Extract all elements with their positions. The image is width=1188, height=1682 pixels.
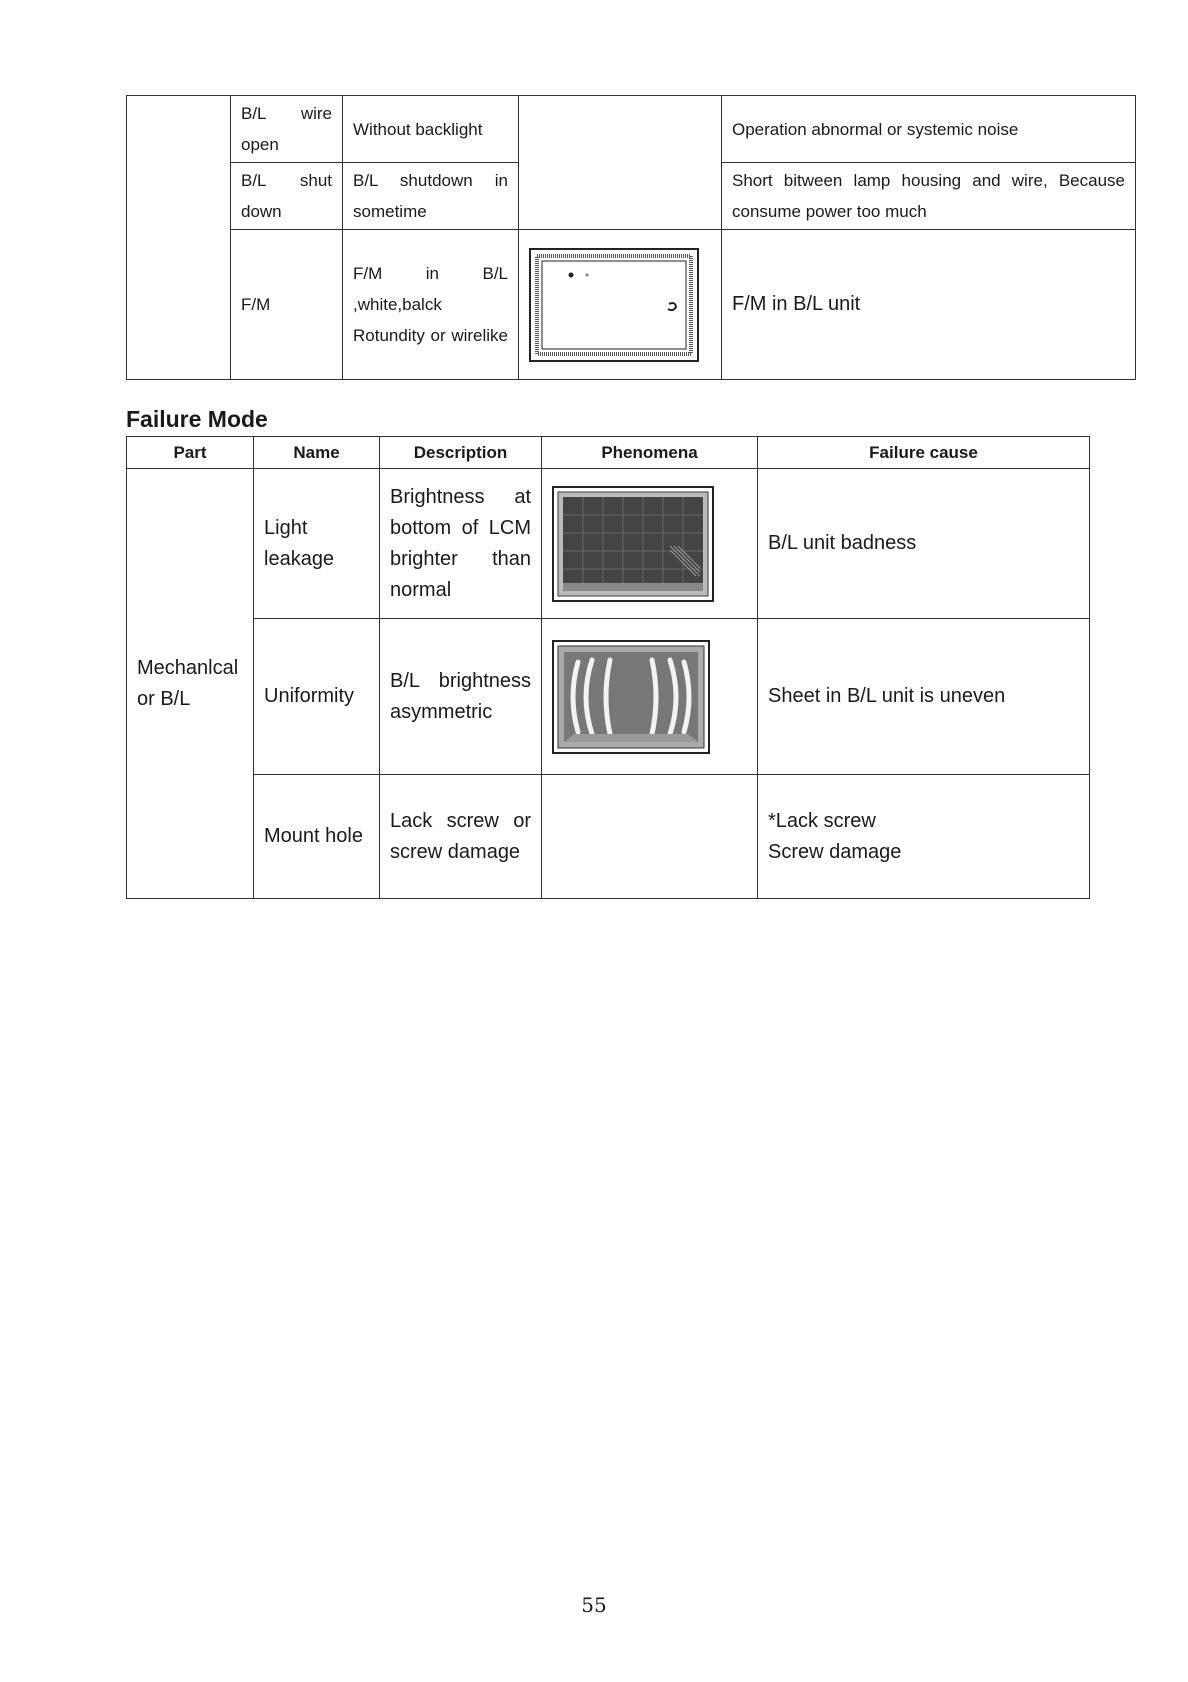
failure-description: Lack screw or screw damage <box>380 775 542 899</box>
failure-mode-table <box>126 436 1090 899</box>
failure-cause: Short bitween lamp housing and wire, Because consume power too much <box>722 163 1136 230</box>
failure-cause <box>758 775 1090 899</box>
header-part: Part <box>127 437 254 469</box>
phenomena-cell-empty <box>542 775 758 899</box>
part-cell-empty <box>127 96 231 380</box>
backlight-failure-table <box>126 95 1136 380</box>
table-row <box>127 775 1090 899</box>
table-row <box>127 96 1136 163</box>
failure-cause-line: Screw damage <box>768 840 902 863</box>
table-row <box>127 230 1136 380</box>
failure-description: B/L shutdown in sometime <box>343 163 519 230</box>
failure-name: Light leakage <box>254 469 380 619</box>
failure-description: Brightness at bottom of LCM brighter than normal <box>380 469 542 619</box>
table-header-row <box>127 437 1090 469</box>
failure-name: B/L wire open <box>231 96 343 163</box>
failure-cause: Operation abnormal or systemic noise <box>722 96 1136 163</box>
failure-name: Mount hole <box>254 775 380 899</box>
failure-name: F/M <box>231 230 343 380</box>
phenomena-image-cell <box>542 469 758 619</box>
failure-cause: F/M in B/L unit <box>722 230 1136 380</box>
failure-cause: B/L unit badness <box>758 469 1090 619</box>
phenomena-image-cell <box>542 619 758 775</box>
uniformity-image <box>552 640 710 754</box>
header-cause: Failure cause <box>758 437 1090 469</box>
header-description: Description <box>380 437 542 469</box>
failure-name: B/L shut down <box>231 163 343 230</box>
section-title: Failure Mode <box>126 406 268 432</box>
header-name: Name <box>254 437 380 469</box>
light-leakage-image <box>552 486 714 602</box>
failure-description: F/M in B/L ,white,balck Rotundity or wirelike <box>343 230 519 380</box>
failure-description: B/L brightness asymmetric <box>380 619 542 775</box>
page-number: 55 <box>581 1593 607 1617</box>
failure-description: Without backlight <box>343 96 519 163</box>
part-cell: Mechanlcal or B/L <box>127 469 254 899</box>
table-row <box>127 469 1090 619</box>
table-row <box>127 619 1090 775</box>
failure-cause-line: *Lack screw <box>768 809 876 832</box>
black-spot-icon <box>569 272 574 277</box>
phenomena-image-cell <box>519 230 722 380</box>
failure-name: Uniformity <box>254 619 380 775</box>
header-phenomena: Phenomena <box>542 437 758 469</box>
phenomena-cell-empty <box>519 96 722 230</box>
foreign-material-image <box>529 248 699 362</box>
failure-cause: Sheet in B/L unit is uneven <box>758 619 1090 775</box>
